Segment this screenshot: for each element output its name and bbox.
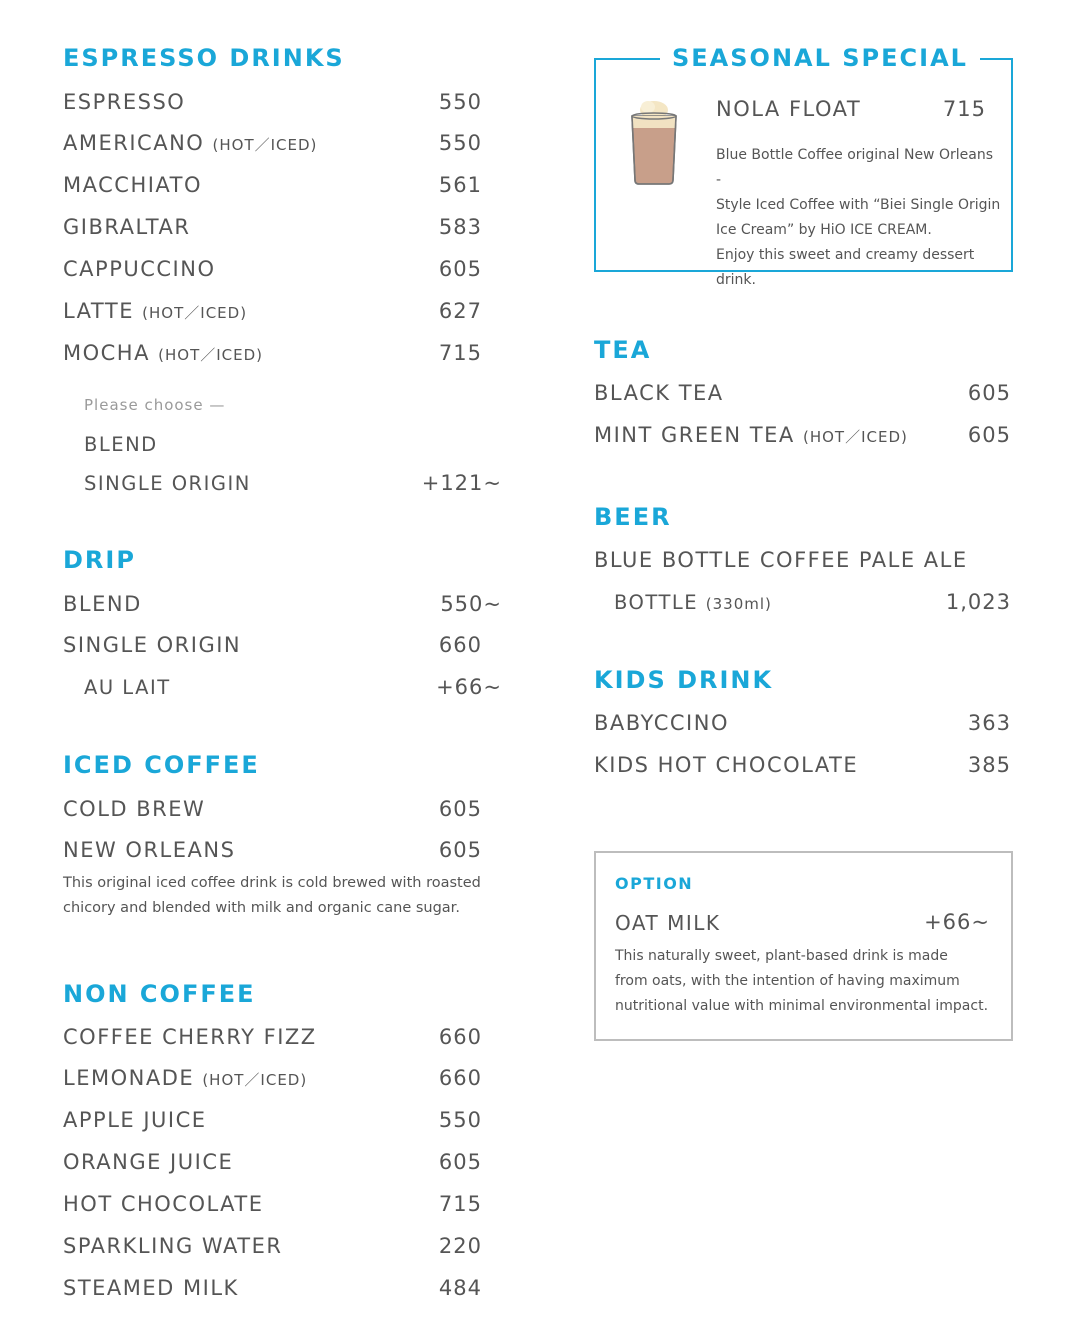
section-title-seasonal-special: SEASONAL SPECIAL xyxy=(660,44,980,72)
menu-price-mocha: 715 xyxy=(438,341,482,365)
new-orleans-description: This original iced coffee drink is cold brewed with roasted chicory and blended with milk and organic cane sugar. xyxy=(63,875,481,916)
menu-price-babyccino: 363 xyxy=(967,711,1011,735)
menu-price-au-lait: +66~ xyxy=(436,675,502,699)
menu-price-orange-juice: 605 xyxy=(438,1150,482,1174)
menu-item-cold-brew: COLD BREW xyxy=(63,797,206,821)
section-title-option: OPTION xyxy=(615,874,694,893)
menu-item-apple-juice: APPLE JUICE xyxy=(63,1108,207,1132)
menu-item-new-orleans: NEW ORLEANS xyxy=(63,838,236,862)
menu-item-kids-hot-chocolate: KIDS HOT CHOCOLATE xyxy=(594,753,859,777)
menu-price-new-orleans: 605 xyxy=(438,838,482,862)
menu-item-americano: AMERICANO (HOT／ICED) xyxy=(63,131,318,155)
menu-price-cappuccino: 605 xyxy=(438,257,482,281)
float-glass-icon xyxy=(624,98,684,186)
menu-item-macchiato: MACCHIATO xyxy=(63,173,203,197)
menu-item-coffee-cherry-fizz: COFFEE CHERRY FIZZ xyxy=(63,1025,317,1049)
menu-item-espresso: ESPRESSO xyxy=(63,90,186,114)
section-title-beer: BEER xyxy=(594,503,672,531)
menu-item-hot-chocolate: HOT CHOCOLATE xyxy=(63,1192,264,1216)
section-title-espresso: ESPRESSO DRINKS xyxy=(63,44,345,72)
hot-iced-modifier: (HOT／ICED) xyxy=(142,304,248,322)
hot-iced-modifier: (HOT／ICED) xyxy=(212,136,318,154)
menu-price-sparkling-water: 220 xyxy=(438,1234,482,1258)
menu-price-latte: 627 xyxy=(438,299,482,323)
menu-item-mocha: MOCHA (HOT／ICED) xyxy=(63,341,264,365)
menu-item-au-lait: AU LAIT xyxy=(84,676,171,699)
menu-price-macchiato: 561 xyxy=(438,173,482,197)
seasonal-item-name: NOLA FLOAT xyxy=(716,97,862,121)
hot-iced-modifier: (HOT／ICED) xyxy=(158,346,264,364)
option-oat-milk: OAT MILK xyxy=(615,911,721,935)
menu-price-coffee-cherry-fizz: 660 xyxy=(438,1025,482,1049)
menu-price-americano: 550 xyxy=(438,131,482,155)
section-title-kids-drink: KIDS DRINK xyxy=(594,666,774,694)
menu-price-lemonade: 660 xyxy=(438,1066,482,1090)
menu-item-babyccino: BABYCCINO xyxy=(594,711,729,735)
section-title-tea: TEA xyxy=(594,336,652,364)
menu-item-black-tea: BLACK TEA xyxy=(594,381,724,405)
section-title-iced-coffee: ICED COFFEE xyxy=(63,751,260,779)
option-oat-milk-price: +66~ xyxy=(924,910,990,934)
choice-blend: BLEND xyxy=(84,433,158,456)
menu-item-mint-green-tea: MINT GREEN TEA (HOT／ICED) xyxy=(594,423,908,447)
menu-price-black-tea: 605 xyxy=(967,381,1011,405)
menu-price-kids-hot-chocolate: 385 xyxy=(967,753,1011,777)
menu-item-pale-ale: BLUE BOTTLE COFFEE PALE ALE xyxy=(594,548,968,572)
menu-price-bottle: 1,023 xyxy=(945,590,1011,614)
menu-item-steamed-milk: STEAMED MILK xyxy=(63,1276,239,1300)
menu-item-drip-blend: BLEND xyxy=(63,592,142,616)
menu-price-espresso: 550 xyxy=(438,90,482,114)
menu-item-gibraltar: GIBRALTAR xyxy=(63,215,191,239)
section-title-drip: DRIP xyxy=(63,546,136,574)
section-title-non-coffee: NON COFFEE xyxy=(63,980,256,1008)
menu-price-drip-single-origin: 660 xyxy=(438,633,482,657)
menu-item-bottle: BOTTLE (330ml) xyxy=(614,591,772,614)
option-oat-milk-description: This naturally sweet, plant-based drink is made from oats, with the intention of having maximum nutritional value with minimal environmental impact. xyxy=(615,948,989,1014)
volume-modifier: (330ml) xyxy=(705,595,772,613)
seasonal-item-description: Blue Bottle Coffee original New Orleans - Style Iced Coffee with “Biei Single Origin Ice Cream” by HiO ICE CREAM. Enjoy this sweet and creamy dessert drink. xyxy=(716,147,1001,288)
menu-item-cappuccino: CAPPUCCINO xyxy=(63,257,216,281)
menu-price-hot-chocolate: 715 xyxy=(438,1192,482,1216)
choice-single-origin-price: +121~ xyxy=(421,471,502,495)
menu-item-latte: LATTE (HOT／ICED) xyxy=(63,299,248,323)
hot-iced-modifier: (HOT／ICED) xyxy=(802,428,908,446)
menu-item-drip-single-origin: SINGLE ORIGIN xyxy=(63,633,242,657)
menu-item-lemonade: LEMONADE (HOT／ICED) xyxy=(63,1066,308,1090)
seasonal-item-price: 715 xyxy=(942,97,986,121)
hot-iced-modifier: (HOT／ICED) xyxy=(202,1071,308,1089)
menu-price-steamed-milk: 484 xyxy=(438,1276,482,1300)
menu-price-apple-juice: 550 xyxy=(438,1108,482,1132)
choose-hint: Please choose — xyxy=(84,396,226,414)
menu-price-cold-brew: 605 xyxy=(438,797,482,821)
choice-single-origin: SINGLE ORIGIN xyxy=(84,472,251,495)
menu-item-sparkling-water: SPARKLING WATER xyxy=(63,1234,283,1258)
menu-price-mint-green-tea: 605 xyxy=(967,423,1011,447)
menu-price-drip-blend: 550~ xyxy=(440,592,502,616)
menu-price-gibraltar: 583 xyxy=(438,215,482,239)
menu-item-orange-juice: ORANGE JUICE xyxy=(63,1150,234,1174)
